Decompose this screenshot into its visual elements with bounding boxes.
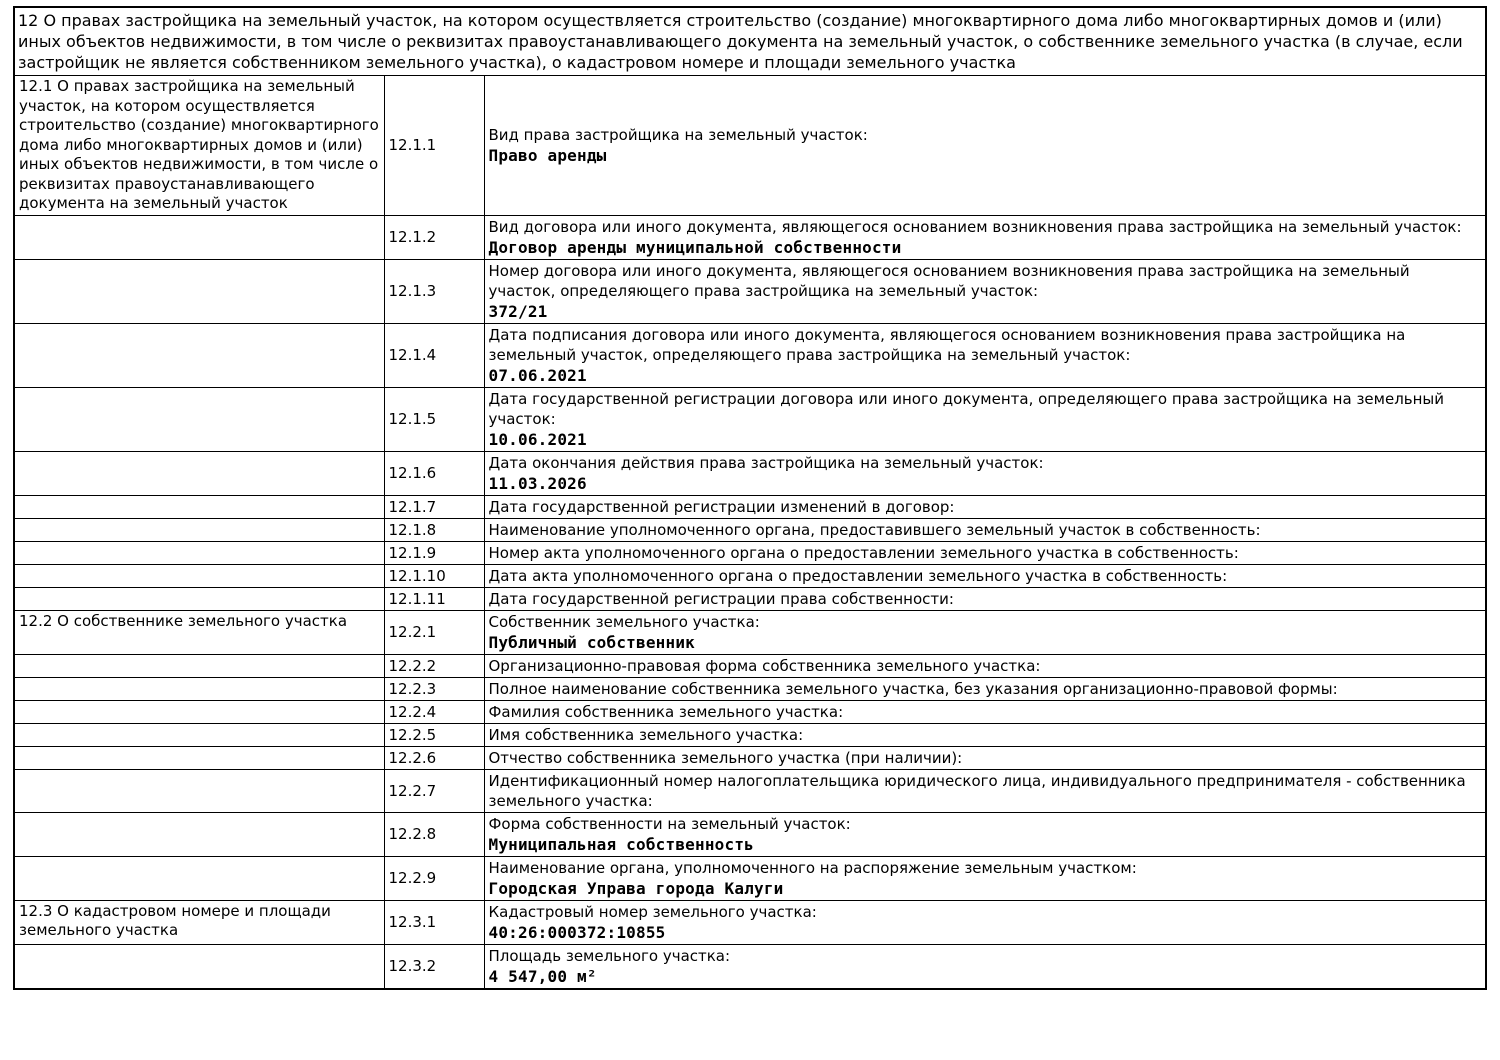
field-cell [484,654,1486,677]
section-cell [14,677,384,700]
item-number: 12.2.7 [384,769,484,812]
field-value: Право аренды [488,145,607,165]
item-number: 12.1.2 [384,215,484,259]
item-number: 12.2.1 [384,610,484,654]
section-cell [14,812,384,856]
field-cell [484,610,1486,654]
section-cell: 12.2 О собственнике земельного участка [14,610,384,654]
item-number: 12.3.2 [384,944,484,989]
field-label: Вид права застройщика на земельный участок: [488,125,868,144]
table-row [14,944,1486,989]
field-label: Кадастровый номер земельного участка: [488,902,817,921]
field-label: Дата государственной регистрации договора или иного документа, определяющего права застройщика на земельный участок: [488,389,1445,428]
field-value: 10.06.2021 [488,429,587,449]
field-label: Вид договора или иного документа, являющегося основанием возникновения права застройщика на земельный участок: [488,217,1462,236]
item-number: 12.1.8 [384,518,484,541]
field-cell [484,259,1486,323]
item-number: 12.3.1 [384,900,484,944]
table-row [14,76,1486,216]
field-value: Городская Управа города Калуги [488,878,784,898]
field-label: Фамилия собственника земельного участка: [488,702,844,721]
item-number: 12.1.7 [384,495,484,518]
field-cell [484,769,1486,812]
section-cell [14,387,384,451]
field-label: Наименование органа, уполномоченного на распоряжение земельным участком: [488,858,1137,877]
field-cell [484,323,1486,387]
table-row [14,654,1486,677]
field-cell [484,677,1486,700]
field-label: Полное наименование собственника земельного участка, без указания организационно-правовой формы: [488,679,1338,698]
table-row [14,610,1486,654]
field-label: Номер акта уполномоченного органа о предоставлении земельного участка в собственность: [488,543,1239,562]
table-row [14,769,1486,812]
table-row [14,323,1486,387]
item-number: 12.1.4 [384,323,484,387]
item-number: 12.1.6 [384,451,484,495]
table-row [14,215,1486,259]
section-cell [14,518,384,541]
field-label: Дата окончания действия права застройщика на земельный участок: [488,453,1044,472]
field-cell [484,215,1486,259]
field-label: Отчество собственника земельного участка (при наличии): [488,748,963,767]
field-label: Идентификационный номер налогоплательщика юридического лица, индивидуального предпринимателя - собственника земельного участка: [488,771,1466,810]
table-row [14,700,1486,723]
section-cell [14,541,384,564]
table-row [14,541,1486,564]
section-cell [14,654,384,677]
section-cell [14,215,384,259]
field-value: 40:26:000372:10855 [488,922,666,942]
table-row [14,387,1486,451]
section-cell: 12.3 О кадастровом номере и площади земельного участка [14,900,384,944]
field-label: Собственник земельного участка: [488,612,760,631]
section-cell: 12.1 О правах застройщика на земельный участок, на котором осуществляется строительство (создание) многоквартирного дома либо многоквартирных домов и (или) иных объектов недвижимости, в том числе о реквизитах правоустанавливающего документа на земельный участок [14,76,384,216]
field-value: 07.06.2021 [488,365,587,385]
table-row [14,677,1486,700]
table-row [14,451,1486,495]
item-number: 12.1.9 [384,541,484,564]
field-cell [484,451,1486,495]
field-value: 11.03.2026 [488,473,587,493]
section-cell [14,769,384,812]
field-cell [484,900,1486,944]
field-label: Дата государственной регистрации права собственности: [488,589,954,608]
field-label: Наименование уполномоченного органа, предоставившего земельный участок в собственность: [488,520,1261,539]
section-cell [14,723,384,746]
field-label: Форма собственности на земельный участок: [488,814,851,833]
field-cell [484,495,1486,518]
section-cell [14,944,384,989]
field-label: Площадь земельного участка: [488,946,731,965]
field-value: Договор аренды муниципальной собственности [488,237,902,257]
field-value: Муниципальная собственность [488,834,754,854]
field-label: Дата государственной регистрации изменений в договор: [488,497,955,516]
section-12-title: 12 О правах застройщика на земельный участок, на котором осуществляется строительство (создание) многоквартирного дома либо многоквартирных домов и (или) иных объектов недвижимости, в том числе о реквизитах правоустанавливающего документа на земельный участок, о собственнике земельного участка (в случае, если застройщик не является собственником земельного участка), о кадастровом номере и площади земельного участка [14,7,1486,76]
field-cell [484,387,1486,451]
table-row [14,495,1486,518]
field-value: Публичный собственник [488,632,695,652]
section-cell [14,587,384,610]
table-row [14,564,1486,587]
table-row [14,900,1486,944]
section-cell [14,323,384,387]
land-rights-table [13,6,1487,990]
field-label: Номер договора или иного документа, являющегося основанием возникновения права застройщика на земельный участок, определяющего права застройщика на земельный участок: [488,261,1410,300]
section-header-row [14,7,1486,76]
section-cell [14,856,384,900]
item-number: 12.2.6 [384,746,484,769]
section-cell [14,700,384,723]
item-number: 12.2.4 [384,700,484,723]
item-number: 12.1.5 [384,387,484,451]
item-number: 12.2.2 [384,654,484,677]
item-number: 12.1.11 [384,587,484,610]
field-cell [484,518,1486,541]
section-cell [14,495,384,518]
field-cell [484,812,1486,856]
item-number: 12.2.8 [384,812,484,856]
table-row [14,746,1486,769]
field-label: Дата акта уполномоченного органа о предоставлении земельного участка в собственность: [488,566,1228,585]
section-cell [14,259,384,323]
table-row [14,587,1486,610]
field-cell [484,700,1486,723]
table-row [14,259,1486,323]
item-number: 12.1.3 [384,259,484,323]
item-number: 12.2.9 [384,856,484,900]
field-cell [484,723,1486,746]
field-cell [484,746,1486,769]
field-cell [484,587,1486,610]
field-cell [484,76,1486,216]
field-cell [484,944,1486,989]
field-label: Организационно-правовая форма собственника земельного участка: [488,656,1041,675]
item-number: 12.1.10 [384,564,484,587]
item-number: 12.1.1 [384,76,484,216]
field-value: 372/21 [488,301,548,321]
table-row [14,518,1486,541]
table-row [14,812,1486,856]
section-cell [14,564,384,587]
field-label: Имя собственника земельного участка: [488,725,804,744]
field-label: Дата подписания договора или иного документа, являющегося основанием возникновения права застройщика на земельный участок, определяющего права застройщика на земельный участок: [488,325,1406,364]
table-row [14,723,1486,746]
field-cell [484,856,1486,900]
section-cell [14,746,384,769]
section-cell [14,451,384,495]
field-cell [484,564,1486,587]
field-value: 4 547,00 м² [488,966,597,986]
item-number: 12.2.5 [384,723,484,746]
item-number: 12.2.3 [384,677,484,700]
table-row [14,856,1486,900]
field-cell [484,541,1486,564]
